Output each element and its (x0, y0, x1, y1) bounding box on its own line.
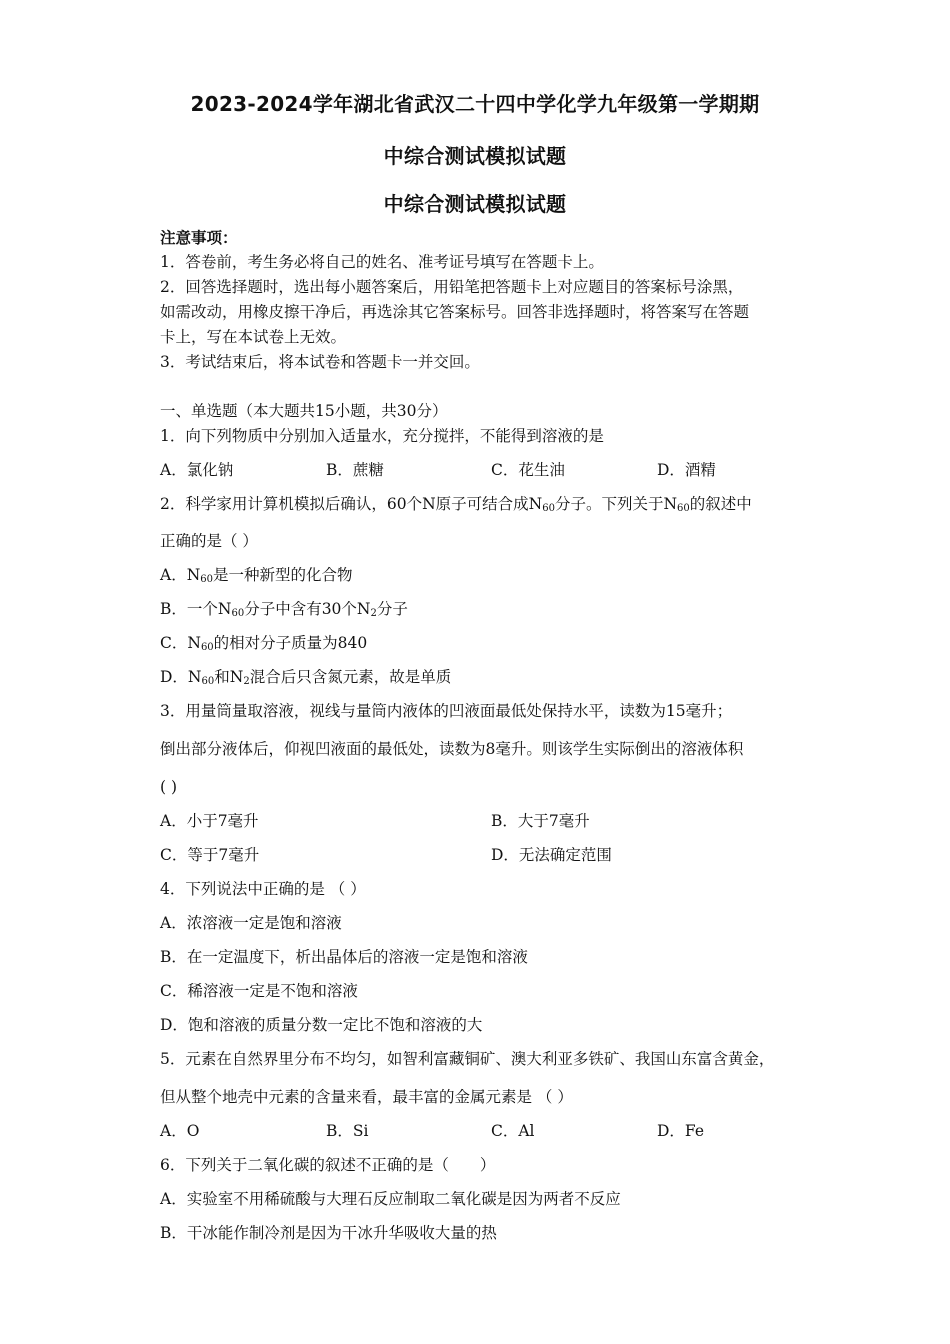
q6-stem: 6．下列关于二氧化碳的叙述不正确的是（ ） (160, 1156, 496, 1174)
q1-option-a: A．氯化钠 (160, 461, 234, 479)
q2-option-d: D．$N_{60}$和$N_2$混合后只含氮元素，故是单质 (160, 668, 452, 687)
q2-option-c: C．$N_{60}$的相对分子质量为840 (160, 634, 368, 653)
q3-options-row-2 (160, 845, 840, 865)
q2-stem-line-2: 正确的是（ ） (160, 532, 258, 550)
q3-stem-line-3: ( ) (160, 778, 178, 796)
q5-stem-line-1: 5．元素在自然界里分布不均匀，如智利富藏铜矿、澳大利亚多铁矿、我国山东富含黄金， (160, 1050, 775, 1068)
q5-option-d: D．Fe (657, 1122, 705, 1140)
q3-options-row-1 (160, 811, 840, 831)
section-heading: 一、单选题（本大题共15小题，共30分） (160, 402, 448, 420)
q1-stem: 1．向下列物质中分别加入适量水，充分搅拌，不能得到溶液的是 (160, 427, 604, 445)
exam-title-line-1: 2023-2024学年湖北省武汉二十四中学化学九年级第一学期期 (190, 92, 760, 116)
notice-item-2-line-1: 2．回答选择题时，选出每小题答案后，用铅笔把答题卡上对应题目的答案标号涂黑， (160, 278, 744, 296)
q3-option-d: D．无法确定范围 (491, 846, 612, 864)
q4-option-d: D．饱和溶液的质量分数一定比不饱和溶液的大 (160, 1016, 483, 1034)
q6-option-b: B．干冰能作制冷剂是因为干冰升华吸收大量的热 (160, 1224, 497, 1242)
q1-option-b: B．蔗糖 (326, 461, 384, 479)
q5-option-a: A．O (160, 1122, 200, 1140)
q1-option-d: D．酒精 (657, 461, 716, 479)
notice-item-3: 3．考试结束后，将本试卷和答题卡一并交回。 (160, 353, 480, 371)
exam-title-line-3: 中综合测试模拟试题 (383, 192, 567, 216)
q3-stem-line-1: 3．用量筒量取溶液，视线与量筒内液体的凹液面最低处保持水平，读数为15毫升； (160, 702, 733, 720)
q2-stem-line-1: 2．科学家用计算机模拟后确认，60个N原子可结合成$N_{60}$分子。下列关于$N_{60}$的叙述中 (160, 495, 752, 514)
q5-options (160, 1121, 840, 1141)
q4-option-b: B．在一定温度下，析出晶体后的溶液一定是饱和溶液 (160, 948, 528, 966)
q2-option-a: A．$N_{60}$是一种新型的化合物 (160, 566, 353, 585)
q2-option-b: B．一个$N_{60}$分子中含有30个$N_2$分子 (160, 600, 408, 619)
q3-option-c: C．等于7毫升 (160, 846, 260, 864)
q5-option-b: B．Si (326, 1122, 369, 1140)
q3-option-b: B．大于7毫升 (491, 812, 590, 830)
q5-option-c: C．Al (491, 1122, 535, 1140)
notice-item-2-line-3: 卡上，写在本试卷上无效。 (160, 328, 347, 346)
exam-title-line-2: 中综合测试模拟试题 (383, 144, 567, 168)
q1-option-c: C．花生油 (491, 461, 565, 479)
notice-heading: 注意事项： (160, 228, 238, 247)
notice-item-1: 1．答卷前，考生务必将自己的姓名、准考证号填写在答题卡上。 (160, 253, 604, 271)
q4-stem: 4．下列说法中正确的是 （ ） (160, 880, 366, 898)
q4-option-c: C．稀溶液一定是不饱和溶液 (160, 982, 358, 1000)
q5-stem-line-2: 但从整个地壳中元素的含量来看，最丰富的金属元素是 （ ） (160, 1088, 573, 1106)
q3-stem-line-2: 倒出部分液体后，仰视凹液面的最低处，读数为8毫升。则该学生实际倒出的溶液体积 (160, 740, 744, 758)
q3-option-a: A．小于7毫升 (160, 812, 259, 830)
q4-option-a: A．浓溶液一定是饱和溶液 (160, 914, 342, 932)
q1-options (160, 460, 840, 480)
notice-item-2-line-2: 如需改动，用橡皮擦干净后，再选涂其它答案标号。回答非选择题时，将答案写在答题 (160, 303, 750, 321)
q6-option-a: A．实验室不用稀硫酸与大理石反应制取二氧化碳是因为两者不反应 (160, 1190, 621, 1208)
